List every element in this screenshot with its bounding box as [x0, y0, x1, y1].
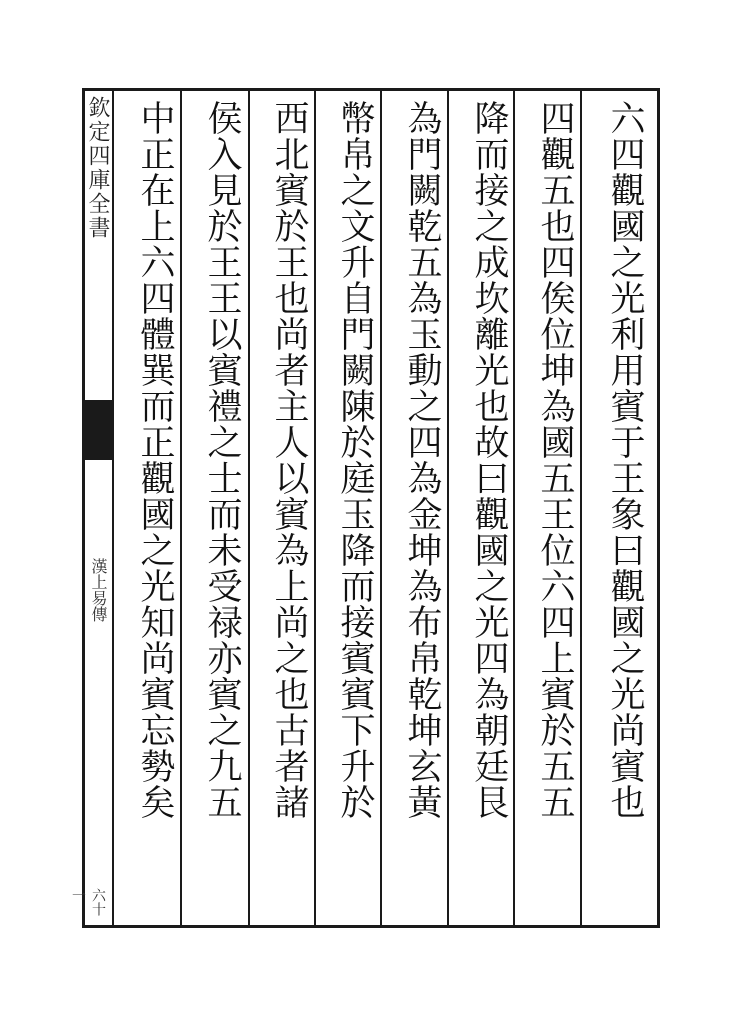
text-column-3: 降而接之成坎離光也故曰觀國之光四為朝廷艮	[469, 100, 509, 820]
book-title: 欽定四庫全書	[85, 96, 110, 240]
volume-title: 漢上易傳	[89, 558, 108, 622]
text-column-5: 幣帛之文升自門闕陳於庭玉降而接賓賓下升於	[335, 100, 375, 820]
leaf-number: 六十一	[70, 888, 106, 916]
text-column-6: 西北賓於王也尚者主人以賓為上尚之也古者諸	[269, 100, 309, 820]
text-column-4: 為門闕乾五為玉動之四為金坤為布帛乾坤玄黃	[402, 100, 442, 820]
text-column-1: 六四觀國之光利用賓于王象曰觀國之光尚賓也	[605, 100, 645, 820]
text-column-7: 侯入見於王王以賓禮之士而未受禄亦賓之九五	[202, 100, 242, 820]
text-column-8: 中正在上六四體巽而正觀國之光知尚賓忘勢矣	[135, 100, 175, 820]
fish-tail-mark	[82, 400, 112, 460]
text-column-2: 四觀五也四俟位坤為國五王位六四上賓於五五	[535, 100, 575, 820]
fold-margin	[70, 88, 114, 928]
